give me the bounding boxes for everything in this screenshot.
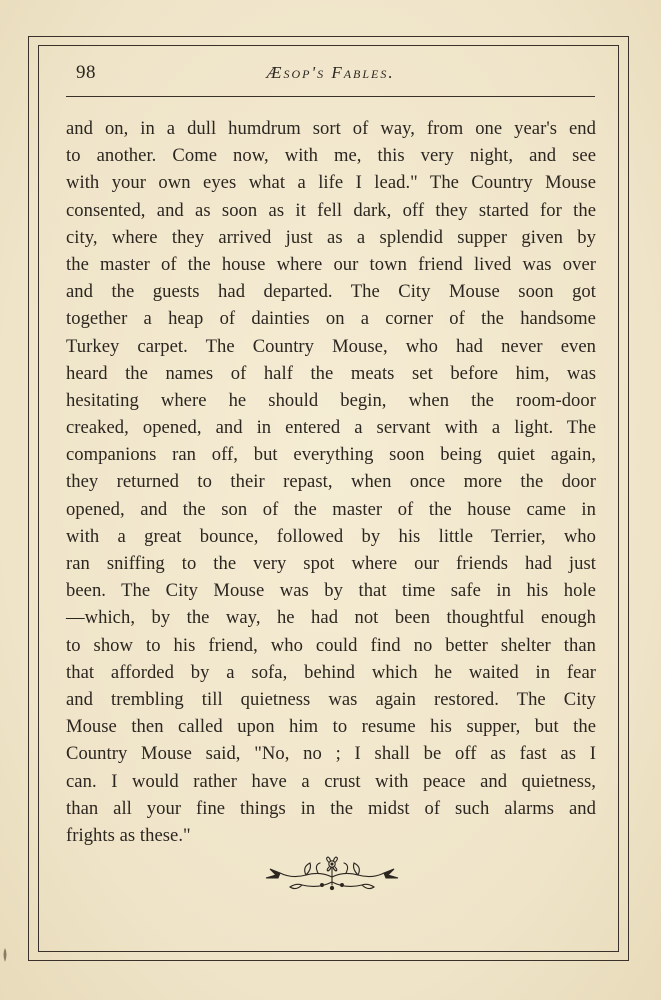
text-line: to show to his friend, who could find no better shelter than (66, 634, 596, 656)
text-line: Country Mouse said, "No, no ; I shall be off as fast as I (66, 743, 596, 765)
floral-tailpiece-icon (262, 855, 402, 895)
text-line: been. The City Mouse was by that time safe in his hole (66, 580, 596, 602)
text-line: heard the names of half the meats set before him, was (66, 362, 596, 384)
text-line: and on, in a dull humdrum sort of way, from one year's end (66, 118, 596, 139)
text-line: and the guests had departed. The City Mouse soon got (66, 281, 596, 303)
text-line: frights as these." (66, 824, 191, 846)
text-line: creaked, opened, and in entered a servant with a light. The (66, 417, 596, 439)
text-line: hesitating where he should begin, when the room-door (66, 389, 596, 411)
text-line: that afforded by a sofa, behind which he waited in fear (66, 661, 596, 683)
text-line: ran sniffing to the very spot where our friends had just (66, 553, 596, 574)
text-line: together a heap of dainties on a corner of the handsome (66, 308, 596, 330)
text-line: with a great bounce, followed by his little Terrier, who (66, 525, 596, 547)
text-line: Mouse then called upon him to resume his supper, but the (66, 716, 596, 738)
text-line: can. I would rather have a crust with peace and quietness, (66, 770, 596, 792)
text-line: companions ran off, but everything soon being quiet again, (66, 444, 596, 466)
page-number: 98 (76, 62, 96, 83)
text-line: consented, and as soon as it fell dark, off they started for the (66, 199, 596, 221)
running-head (66, 60, 595, 90)
text-line: and trembling till quietness was again restored. The City (66, 688, 596, 710)
text-line: —which, by the way, he had not been thoughtful enough (66, 607, 596, 629)
text-line: city, where they arrived just as a splendid supper given by (66, 226, 596, 248)
header-rule (66, 96, 595, 97)
text-line: than all your fine things in the midst of such alarms and (66, 797, 596, 819)
text-line: the master of the house where our town friend lived was over (66, 253, 596, 275)
body-text (66, 115, 596, 849)
text-line: to another. Come now, with me, this very night, and see (66, 145, 596, 167)
text-line: they returned to their repast, when once more the door (66, 471, 596, 493)
text-line: with your own eyes what a life I lead." The Country Mouse (66, 172, 596, 194)
running-title: Æsop's Fables. (266, 63, 395, 82)
text-line: Turkey carpet. The Country Mouse, who had never even (66, 335, 596, 357)
text-line: opened, and the son of the master of the house came in (66, 498, 596, 520)
edge-mark (2, 948, 8, 962)
